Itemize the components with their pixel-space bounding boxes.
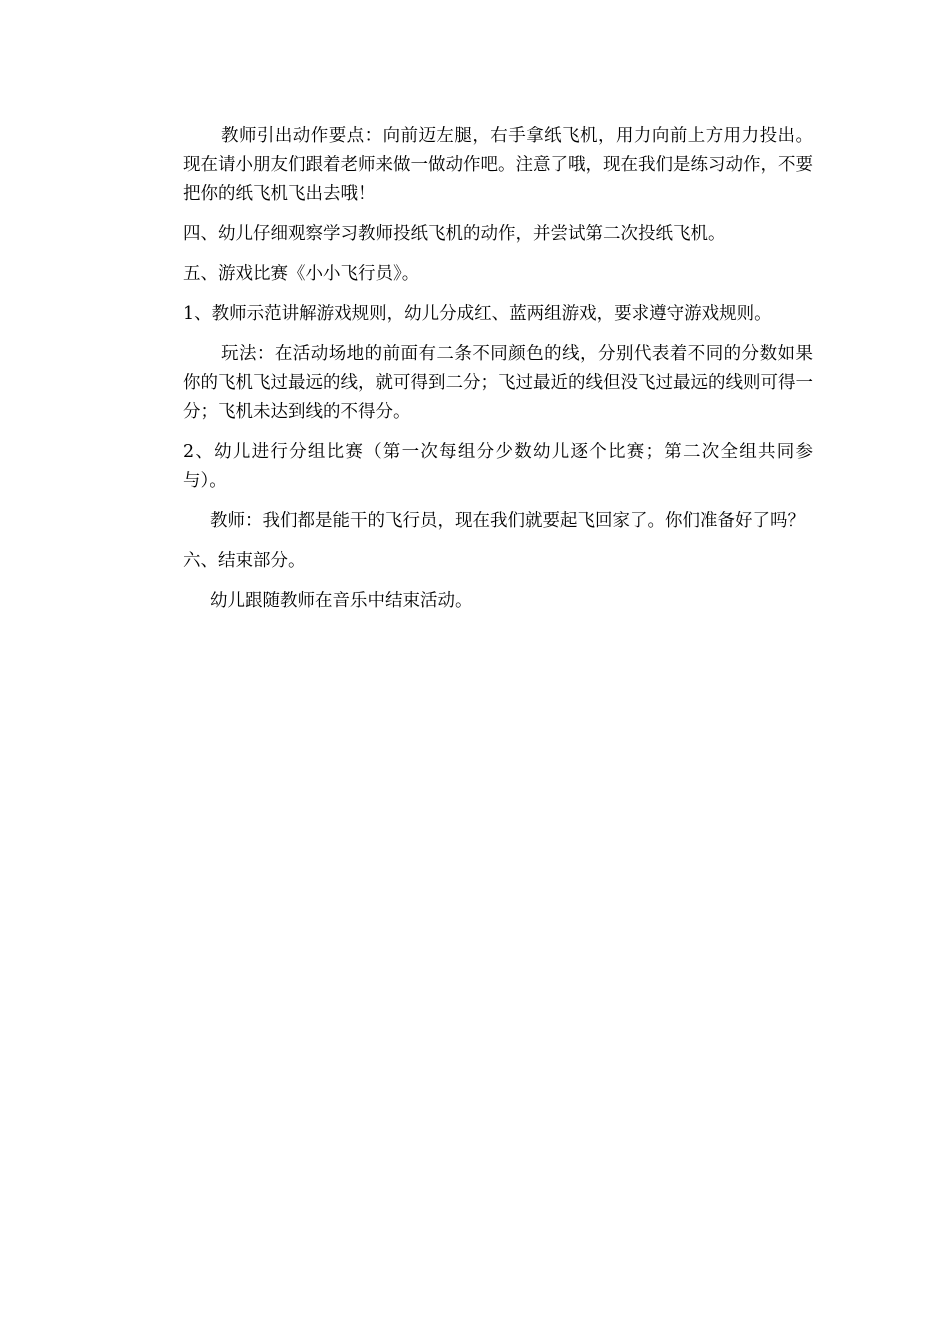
- paragraph-step-five: 五、游戏比赛《小小飞行员》。: [183, 264, 420, 284]
- paragraph-action-points: 教师引出动作要点：向前迈左腿，右手拿纸飞机，用力向前上方用力投出。现在请小朋友们跟着老师来做一做动作吧。注意了哦，现在我们是练习动作，不要把你的纸飞机飞出去哦！: [183, 126, 813, 204]
- paragraph-rule-two: 2、幼儿进行分组比赛（第一次每组分少数幼儿逐个比赛；第二次全组共同参与）。: [183, 442, 813, 491]
- paragraph-step-four: 四、幼儿仔细观察学习教师投纸飞机的动作，并尝试第二次投纸飞机。: [183, 224, 726, 244]
- paragraph-rule-one: 1、教师示范讲解游戏规则，幼儿分成红、蓝两组游戏，要求遵守游戏规则。: [183, 304, 772, 324]
- paragraph-teacher-speech: 教师：我们都是能干的飞行员，现在我们就要起飞回家了。你们准备好了吗？: [210, 511, 805, 531]
- document-page: [183, 122, 813, 616]
- paragraph-step-six: 六、结束部分。: [183, 551, 306, 571]
- paragraph-gameplay: 玩法：在活动场地的前面有二条不同颜色的线，分别代表着不同的分数如果你的飞机飞过最远的线，就可得到二分；飞过最近的线但没飞过最远的线则可得一分；飞机未达到线的不得分。: [183, 344, 813, 422]
- paragraph-ending: 幼儿跟随教师在音乐中结束活动。: [210, 591, 473, 611]
